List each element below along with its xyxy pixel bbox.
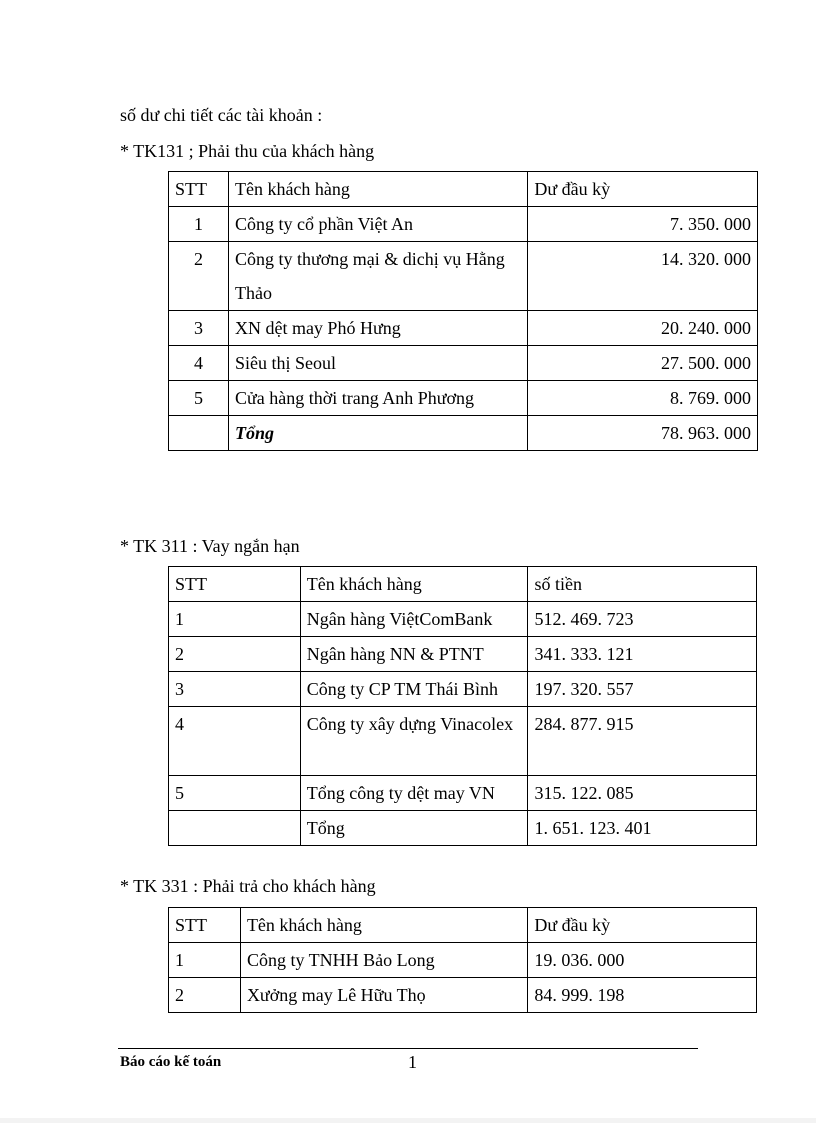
cell-amount: 512. 469. 723 (528, 602, 757, 637)
table-total-row (169, 811, 757, 846)
total-value: 1. 651. 123. 401 (528, 811, 757, 846)
cell-amount: 341. 333. 121 (528, 637, 757, 672)
header-name: Tên khách hàng (300, 567, 528, 602)
intro-text: số dư chi tiết các tài khoản : (120, 105, 323, 125)
cell-name: Công ty xây dựng Vinacolex (300, 707, 528, 776)
cell-amount: 197. 320. 557 (528, 672, 757, 707)
footer-title: Báo cáo kế toán (120, 1054, 222, 1070)
table-row (169, 346, 758, 381)
cell-stt: 2 (169, 242, 229, 311)
table-header-row (169, 908, 757, 943)
header-name: Tên khách hàng (228, 172, 527, 207)
cell-name: Ngân hàng ViệtComBank (300, 602, 528, 637)
header-name: Tên khách hàng (240, 908, 527, 943)
cell-name: Công ty TNHH Bảo Long (240, 943, 527, 978)
table-header-row (169, 172, 758, 207)
header-amount: số tiền (528, 567, 757, 602)
cell-name: Công ty CP TM Thái Bình (300, 672, 528, 707)
table-row (169, 978, 757, 1013)
footer-divider (118, 1048, 698, 1049)
cell-empty (169, 811, 301, 846)
tk331-table (168, 907, 757, 1013)
cell-amount: 7. 350. 000 (528, 207, 758, 242)
cell-stt: 2 (169, 978, 241, 1013)
cell-stt: 1 (169, 943, 241, 978)
cell-stt: 5 (169, 381, 229, 416)
cell-amount: 8. 769. 000 (528, 381, 758, 416)
cell-amount: 20. 240. 000 (528, 311, 758, 346)
cell-name: Xưởng may Lê Hữu Thọ (240, 978, 527, 1013)
table-row (169, 242, 758, 311)
table-row (169, 637, 757, 672)
cell-stt: 4 (169, 707, 301, 776)
cell-name: Tổng công ty dệt may VN (300, 776, 528, 811)
cell-stt: 3 (169, 311, 229, 346)
cell-empty (169, 416, 229, 451)
total-value: 78. 963. 000 (528, 416, 758, 451)
tk131-table (168, 171, 758, 451)
page-number: 1 (408, 1052, 417, 1072)
cell-stt: 5 (169, 776, 301, 811)
cell-stt: 3 (169, 672, 301, 707)
cell-amount: 284. 877. 915 (528, 707, 757, 776)
cell-amount: 84. 999. 198 (528, 978, 757, 1013)
header-stt: STT (169, 908, 241, 943)
table-row (169, 776, 757, 811)
table-row (169, 707, 757, 776)
cell-amount: 27. 500. 000 (528, 346, 758, 381)
tk311-heading: * TK 311 : Vay ngắn hạn (120, 536, 300, 556)
table-row (169, 311, 758, 346)
cell-name: XN dệt may Phó Hưng (228, 311, 527, 346)
cell-name: Công ty cổ phần Việt An (228, 207, 527, 242)
cell-amount: 14. 320. 000 (528, 242, 758, 311)
tk331-heading: * TK 331 : Phải trả cho khách hàng (120, 876, 376, 896)
table-row (169, 207, 758, 242)
table-row (169, 672, 757, 707)
tk131-heading: * TK131 ; Phải thu của khách hàng (120, 141, 375, 161)
cell-name: Ngân hàng NN & PTNT (300, 637, 528, 672)
cell-amount: 315. 122. 085 (528, 776, 757, 811)
table-row (169, 943, 757, 978)
table-total-row (169, 416, 758, 451)
header-stt: STT (169, 172, 229, 207)
cell-name: Công ty thương mại & dichị vụ Hằng Thảo (228, 242, 527, 311)
page-bottom-edge (0, 1118, 816, 1123)
total-label: Tổng (300, 811, 528, 846)
cell-amount: 19. 036. 000 (528, 943, 757, 978)
header-stt: STT (169, 567, 301, 602)
cell-stt: 4 (169, 346, 229, 381)
cell-stt: 2 (169, 637, 301, 672)
total-label: Tổng (228, 416, 527, 451)
tk311-table (168, 566, 757, 846)
header-balance: Dư đầu kỳ (528, 908, 757, 943)
table-row (169, 602, 757, 637)
cell-stt: 1 (169, 207, 229, 242)
table-header-row (169, 567, 757, 602)
cell-stt: 1 (169, 602, 301, 637)
table-row (169, 381, 758, 416)
cell-name: Siêu thị Seoul (228, 346, 527, 381)
cell-name: Cửa hàng thời trang Anh Phương (228, 381, 527, 416)
header-balance: Dư đầu kỳ (528, 172, 758, 207)
